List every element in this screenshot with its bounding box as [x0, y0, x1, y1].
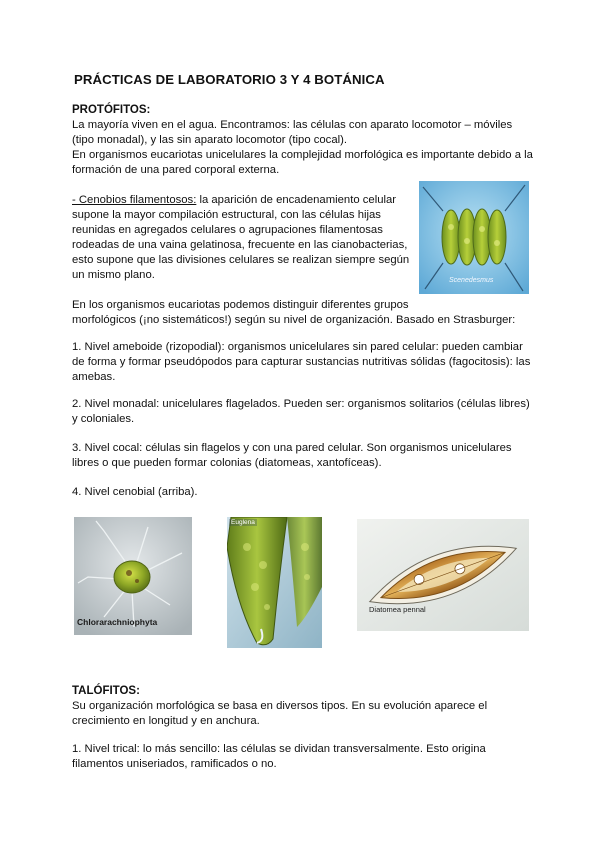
nivel-monadal-line: y coloniales. — [72, 413, 135, 425]
euglena-illustration — [227, 517, 322, 648]
protofitos-intro-line: En organismos eucariotas unicelulares la complejidad morfológica es importante debido a la — [72, 149, 533, 161]
diatomea-illustration — [357, 519, 529, 631]
euglena-image — [227, 517, 322, 648]
protofitos-heading: PROTÓFITOS: — [72, 104, 151, 116]
protofitos-intro-line: La mayoría viven en el agua. Encontramos: las células con aparato locomotor – móviles — [72, 119, 513, 131]
cenobios-paragraph-line: supone la mayor compilación estructural, con las células hijas — [72, 209, 381, 221]
nivel-ameboide-line: 1. Nivel ameboide (rizopodial): organismos unicelulares sin pared celular: pueden cambiar — [72, 341, 523, 353]
cenobios-paragraph-line: reunidas en agregados celulares o agrupaciones filamentosas — [72, 224, 383, 236]
diatomea-image — [357, 519, 529, 631]
chlorarachniophyta-caption: Chlorarachniophyta — [77, 617, 158, 627]
talofitos-heading: TALÓFITOS: — [72, 685, 140, 697]
scenedesmus-caption: Scenedesmus — [449, 277, 494, 284]
cenobios-paragraph-line: rodeadas de una vaina gelatinosa, frecuente en las cianobacterias, — [72, 239, 408, 251]
grupos-paragraph-line: morfológicos (¡no sistemáticos!) según su nivel de organización. Basado en Strasburger: — [72, 314, 516, 326]
cenobios-paragraph-line: un mismo plano. — [72, 269, 155, 281]
protofitos-intro-line: (tipo monadal), y las sin aparato locomotor (tipo cocal). — [72, 134, 348, 146]
nivel-ameboide-line: de forma y formar pseudópodos para capturar sustancias nutritivas sólidas (fagocitosis): las — [72, 356, 531, 368]
cenobios-paragraph-line: esto supone que las divisiones celulares se realizan siempre según — [72, 254, 410, 266]
chlorarachniophyta-image — [74, 517, 192, 635]
talofitos-intro-line: crecimiento en longitud y en anchura. — [72, 715, 260, 727]
cenobios-label: - Cenobios filamentosos: — [72, 194, 197, 206]
protofitos-intro-line: formación de una pared corporal externa. — [72, 164, 280, 176]
nivel-monadal-line: 2. Nivel monadal: unicelulares flagelados. Pueden ser: organismos solitarios (células libres) — [72, 398, 530, 410]
scenedesmus-image — [419, 181, 529, 294]
nivel-ameboide-line: amebas. — [72, 371, 116, 383]
cenobios-text: la aparición de encadenamiento celular — [196, 194, 397, 206]
nivel-cenobial-line: 4. Nivel cenobial (arriba). — [72, 486, 198, 498]
talofitos-intro-line: Su organización morfológica se basa en diversos tipos. En su evolución aparece el — [72, 700, 488, 712]
nivel-cocal-line: 3. Nivel cocal: células sin flagelos y con una pared celular. Son organismos unicelulares — [72, 442, 512, 454]
grupos-paragraph-line: En los organismos eucariotas podemos distinguir diferentes grupos — [72, 299, 409, 311]
cenobios-paragraph-line — [72, 193, 396, 207]
nivel-trical-line: filamentos uniseriados, ramificados o no. — [72, 758, 277, 770]
diatomea-caption: Diatomea pennal — [369, 605, 426, 614]
page-title: PRÁCTICAS DE LABORATORIO 3 Y 4 BOTÁNICA — [74, 72, 385, 87]
euglena-caption: Euglena — [231, 519, 255, 526]
nivel-trical-line: 1. Nivel trical: lo más sencillo: las células se dividan transversalmente. Esto origina — [72, 743, 486, 755]
nivel-cocal-line: libres o que pueden formar colonias (diatomeas, xantofíceas). — [72, 457, 382, 469]
